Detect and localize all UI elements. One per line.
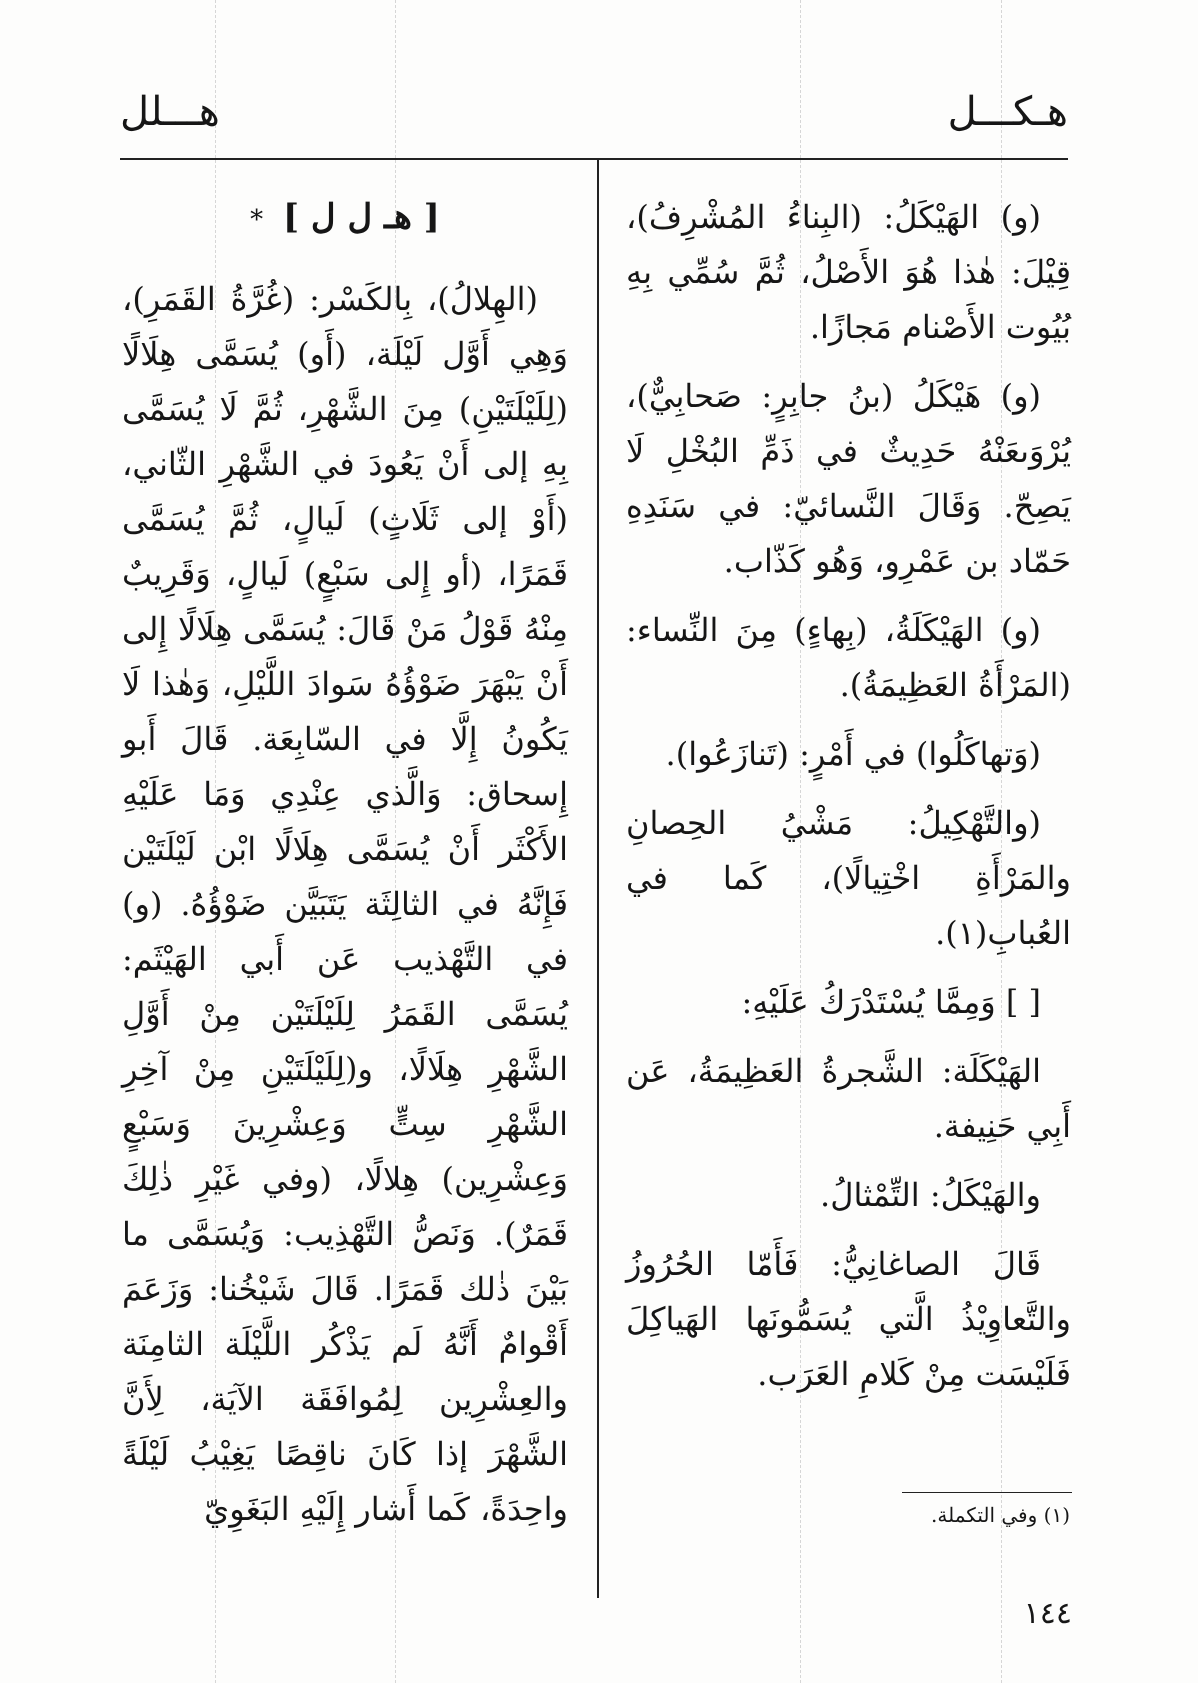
left-column	[122, 190, 568, 1551]
column-divider	[597, 158, 599, 1598]
entry-paragraph: (و) الهَيْكَلُ: (البِناءُ المُشْرِفُ)، قِيْلَ: هٰذا هُوَ الأَصْلُ، ثُمَّ سُمِّي بِهِ بُيُوت الأَصْنام مَجازًا.	[626, 198, 1071, 346]
running-head-right: هـكـــل	[947, 89, 1068, 135]
root-heading	[122, 190, 568, 248]
entry-paragraph: (وَتهاكَلُوا) في أَمْرٍ: (تَنازَعُوا).	[665, 735, 1041, 773]
footnote: (١) وفي التكملة.	[931, 1503, 1070, 1527]
header-rule	[120, 158, 1068, 160]
supplement-heading: [ ] وَمِمَّا يُسْتَدْرَكُ عَلَيْهِ:	[741, 983, 1041, 1021]
root-heading-text: [ هـ ل ل ]	[283, 197, 440, 237]
asterisk-icon: *	[250, 205, 264, 235]
right-column	[626, 190, 1071, 1416]
entry-paragraph: (الهِلالُ)، بِالكَسْر: (غُرَّةُ القَمَرِ)، وَهِي أَوَّل لَيْلَة، (أَو) يُسَمَّى هِلَالًا (لِلَيْلَتَيْنِ) مِنَ الشَّهْرِ، ثُمَّ لَا يُسَمَّى بِهِ إلى أَنْ يَعُودَ في الشَّهْرِ الثّاني، (أَوْ إلى ثَلَاثٍ) لَيالٍ، ثُمَّ يُسَمَّى قَمَرًا، (أو إِلى سَبْعٍ) لَيالٍ، وَقَرِيبٌ مِنْهُ قَوْلُ مَنْ قَالَ: يُسَمَّى هِلَالًا إِلى أَنْ يَبْهَرَ ضَوْؤُهُ سَوادَ اللَّيْلِ، وَهٰذا لَا يَكُونُ إِلَّا في السّابِعَة. قَالَ أَبو إِسحاق: وَالَّذي عِنْدِي وَمَا عَلَيْهِ الأَكْثَر أَنْ يُسَمَّى هِلَالًا ابْن لَيْلَتَيْن فَإِنَّهُ في الثالِثَة يَتَبَيَّن ضَوْؤُهُ. (و) في التَّهْذيب عَن أَبي الهَيْثَم: يُسَمَّى القَمَرُ لِلَيْلَتَيْن مِنْ أَوَّلِ الشَّهْرِ هِلَالًا، و(لِلَيْلَتَيْنِ مِنْ آخِرِ الشَّهْرِ سِتٍّ وَعِشْرِينَ وَسَبْعٍ وَعِشْرِين) هِلالًا، (وفي غَيْرِ ذٰلِكَ قَمَرٌ). وَنَصُّ التَّهْذِيب: وَيُسَمَّى ما بَيْنَ ذٰلك قَمَرًا. قَالَ شَيْخُنا: وَزَعَمَ أَقْوامٌ أَنَّهُ لَم يَذْكُر اللَّيْلَة الثامِنَة والعِشْرِين لِمُوافَقَة الآيَة، لِأَنَّ الشَّهْرَ إذا كَانَ ناقِصًا يَغِيْبُ لَيْلَةً واحِدَةً، كَما أَشار إِلَيْهِ البَغَوِيّ	[122, 280, 568, 1528]
entry-paragraph: (و) الهَيْكَلَةُ، (بِهاءٍ) مِنَ النِّساء: (المَرْأَةُ العَظِيمَةُ).	[626, 611, 1071, 704]
running-head-left: هـــلل	[120, 89, 220, 135]
entry-paragraph: (و) هَيْكَلُ (بنُ جابِرٍ: صَحابِيٌّ)، يُرْوَىعَنْهُ حَدِيثٌ في ذَمِّ البُخْلِ لَا يَصِحّ. وَقَالَ النَّسائيّ: في سَنَدِهِ حَمّاد بن عَمْرِو، وَهُو كَذّاب.	[626, 377, 1071, 580]
entry-paragraph: قَالَ الصاغانِيُّ: فَأَمّا الحُرُوزُ والتَّعاوِيْذُ الَّتي يُسَمُّونَها الهَياكِلَ فَلَيْسَت مِنْ كَلامِ العَرَب.	[626, 1245, 1071, 1393]
entry-paragraph: والهَيْكَلُ: التِّمْثالُ.	[820, 1176, 1041, 1214]
page-number: ١٤٤	[1023, 1596, 1072, 1631]
entry-paragraph: (والتَّهْكِيلُ: مَشْيُ الحِصانِ والمَرْأَةِ اخْتِيالًا)، كَما في العُبابِ(١).	[626, 804, 1071, 952]
footnote-rule	[902, 1492, 1072, 1493]
entry-paragraph: الهَيْكَلَة: الشَّجرةُ العَظِيمَةُ، عَن أَبِي حَنِيفة.	[626, 1052, 1071, 1145]
